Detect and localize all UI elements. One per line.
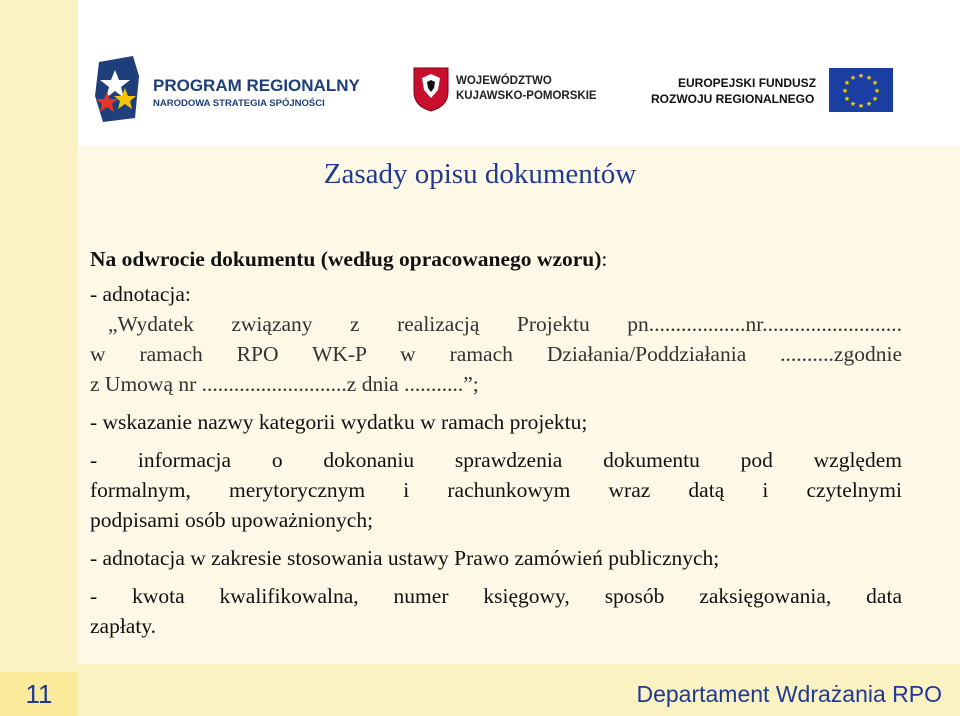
eu-fund-logo <box>650 66 900 116</box>
svg-text:★: ★ <box>849 100 857 108</box>
eu-logo-line2: ROZWOJU REGIONALNEGO <box>651 92 815 106</box>
eu-logo-line1: EUROPEJSKI FUNDUSZ <box>678 76 817 90</box>
annotation-line: z Umową nr ...........................z dnia ...........”; <box>90 372 479 396</box>
program-regionalny-logo <box>95 56 375 126</box>
region-logo-line2: KUJAWSKO-POMORSKIE <box>456 90 597 102</box>
region-logo-line1: WOJEWÓDZTWO <box>456 75 552 87</box>
program-logo-name: PROGRAM REGIONALNY <box>153 76 360 95</box>
list-item: - kwota kwalifikowalna, numer księgowy, sposób zaksięgowania, data <box>90 584 902 608</box>
svg-text:★: ★ <box>841 87 849 95</box>
nss-star-emblem-icon <box>95 56 147 124</box>
svg-text:★: ★ <box>843 79 851 87</box>
list-item: - adnotacja w zakresie stosowania ustawy Prawo zamówień publicznych; <box>90 546 720 570</box>
svg-text:★: ★ <box>857 72 865 80</box>
svg-text:★: ★ <box>871 79 879 87</box>
lead-line <box>90 244 902 274</box>
svg-text:★: ★ <box>873 87 881 95</box>
left-decor-band <box>0 0 78 664</box>
list-item: - informacja o dokonaniu sprawdzenia dokumentu pod względem <box>90 448 902 472</box>
list-item: - wskazanie nazwy kategorii wydatku w ramach projektu; <box>90 410 588 434</box>
regional-crest-icon <box>412 66 450 112</box>
program-logo-subtitle: NARODOWA STRATEGIA SPÓJNOŚCI <box>153 98 325 109</box>
list-item-continuation: podpisami osób upoważnionych; <box>90 508 374 532</box>
svg-text:★: ★ <box>857 102 865 110</box>
svg-text:★: ★ <box>843 95 851 103</box>
svg-text:★: ★ <box>865 74 873 82</box>
lead-colon: : <box>601 247 608 271</box>
slide-title: Zasady opisu dokumentów <box>323 158 637 190</box>
svg-text:★: ★ <box>871 95 879 103</box>
list-item: - adnotacja: <box>90 282 191 306</box>
svg-text:★: ★ <box>865 100 873 108</box>
eu-flag-icon <box>829 68 893 112</box>
svg-text:★: ★ <box>849 74 857 82</box>
lead-bold-text: Na odwrocie dokumentu (według opracowanego wzoru) <box>90 247 602 271</box>
slide-body <box>90 244 902 641</box>
wojewodztwo-logo <box>412 66 602 116</box>
list-item-continuation: formalnym, merytorycznym i rachunkowym wraz datą i czytelnymi <box>90 478 902 502</box>
page-number: 11 <box>0 672 78 716</box>
annotation-line: „Wydatek związany z realizacją Projektu pn..................nr.......................... <box>108 312 902 336</box>
annotation-line: w ramach RPO WK-P w ramach Działania/Poddziałania ..........zgodnie <box>90 342 902 366</box>
list-item-continuation: zapłaty. <box>90 614 157 638</box>
department-label: Departament Wdrażania RPO <box>636 681 942 707</box>
